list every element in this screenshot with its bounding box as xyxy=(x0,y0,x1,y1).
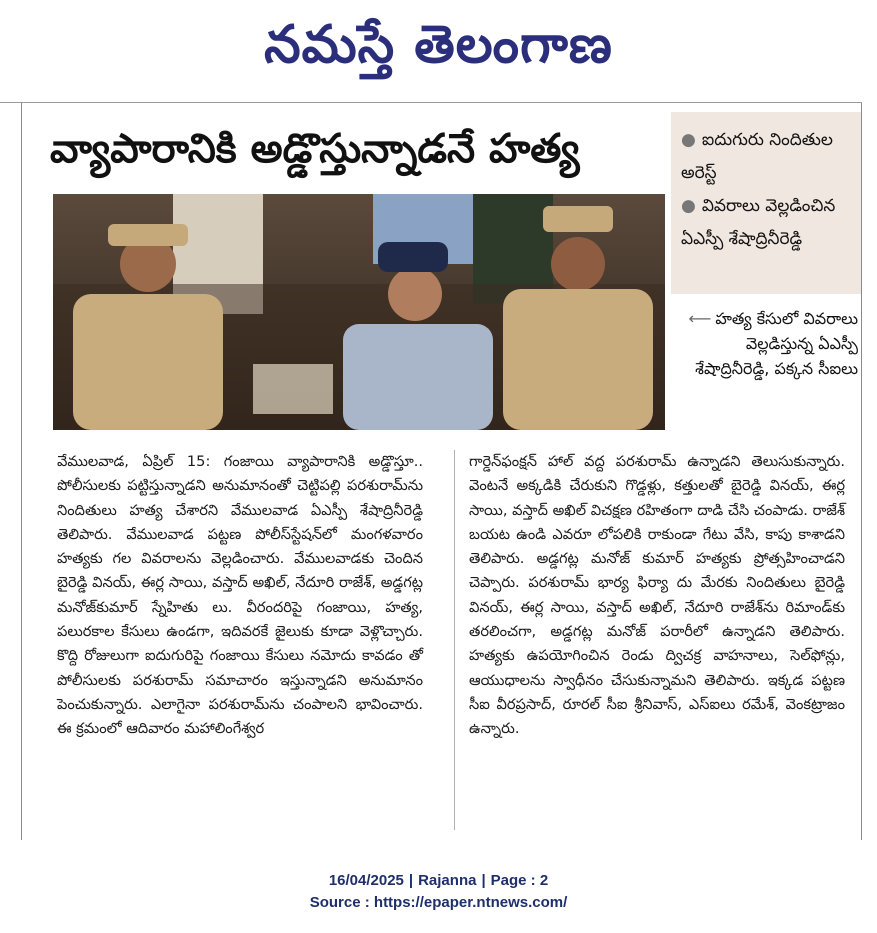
bullet-icon: ● xyxy=(681,130,696,150)
arrow-left-icon: ⟵ xyxy=(688,309,712,328)
footer-date: 16/04/2025 xyxy=(328,872,404,889)
footer-meta: 16/04/2025 | Rajanna | Page : 2 xyxy=(328,872,549,889)
bullet-icon: ● xyxy=(681,196,696,216)
masthead-title: నమస్తే తెలంగాణ xyxy=(264,14,613,75)
photo-caption-text: హత్య కేసులో వివరాలు వెల్లడిస్తున్న ఏఎస్పీ శేషాద్రినీరెడ్డి, పక్కన సీఐలు xyxy=(695,309,858,378)
footer-page: Page : 2 xyxy=(490,872,549,889)
right-border xyxy=(861,103,862,840)
highlight-text: వివరాలు వెల్లడించిన ఏఎస్పీ శేషాద్రినీరెడ్డి xyxy=(681,196,836,249)
highlight-item xyxy=(681,190,851,256)
photo-caption xyxy=(668,306,858,381)
press-photo-illustration xyxy=(53,194,665,430)
highlights-box xyxy=(671,112,861,294)
article-headline: వ్యాపారానికి అడ్డొస్తున్నాడనే హత్య xyxy=(50,126,580,172)
footer-source: Source : https://epaper.ntnews.com/ xyxy=(309,894,568,911)
top-rule xyxy=(0,102,862,103)
highlight-text: ఐదుగురు నిందితుల అరెస్ట్ xyxy=(681,130,833,183)
column-divider xyxy=(454,450,455,830)
masthead xyxy=(0,0,877,100)
article-body-right xyxy=(469,450,845,742)
article-body-left xyxy=(57,450,423,742)
left-border xyxy=(21,103,22,840)
article-paragraph: గార్డెన్‌ఫంక్షన్ హాల్ వద్ద పరశురామ్ ఉన్నాడని తెలుసుకున్నారు. వెంటనే అక్కడికి చేరుకుని గొడ్డళ్లు, కత్తులతో బైరెడ్డి వినయ్, ఈర్ల సాయి, వస్తాద్ అఖిల్ విచక్షణ రహితంగా దాడి చేసి చంపాడు. రాజేశ్ బయట ఉండి ఎవరూ లోపలికి రాకుండా గేటు వేసి, కాపు కాశాడని తెలిపారు. అడ్డగట్ల మనోజ్ కుమార్ హత్యకు ప్రోత్సహించాడని చెప్పారు. పరశురామ్ భార్య ఫిర్యా దు మేరకు నిందితులు బైరెడ్డి వినయ్, ఈర్ల సాయి, వస్తాద్ అఖిల్, నేదూరి రాజేశ్‌ను రిమాండ్‌కు తరలించగా, అడ్డగట్ల మనోజ్ పరారీలో ఉన్నాడని తెలిపారు. హత్యకు ఉపయోగించిన రెండు ద్విచక్ర వాహనాలు, సెల్‌ఫోన్లు, ఆయుధాలను స్వాధీనం చేసుకున్నామని తెలిపారు. ఇక్కడ పట్టణ సీఐ వీరప్రసాద్, రూరల్ సీఐ శ్రీనివాస్, ఎస్ఐలు రమేశ్, వెంకట్రాజం ఉన్నారు. xyxy=(469,453,845,738)
highlight-item xyxy=(681,124,851,190)
article-paragraph: వేములవాడ, ఏప్రిల్ 15: గంజాయి వ్యాపారానికి అడ్డొస్తూ.. పోలీసులకు పట్టిస్తున్నాడని అనుమానంతో చెట్టిపల్లి పరశురామ్‌ను నిందితులు హత్య చేశారని వేములవాడ ఏఎస్పీ శేషాద్రినీరెడ్డి తెలిపారు. వేములవాడ పట్టణ పోలీస్‌స్టేషన్‌లో మంగళవారం హత్యకు గల వివరాలను వెల్లడించారు. వేములవాడకు చెందిన బైరెడ్డి వినయ్, ఈర్ల సాయి, వస్తాద్ అఖిల్, నేదూరి రాజేశ్, అడ్డగట్ల మనోజ్‌కుమార్ స్నేహితు లు. వీరందరిపై గంజాయి, హత్య, పలురకాల కేసులు ఉండగా, ఇదివరకే జైలుకు కూడా వెళ్లొచ్చారు. కొద్ది రోజులుగా ఐదుగురిపై గంజాయి కేసులు నమోదు కావడం తో పోలీసులకు పరశురామ్ సమాచారం ఇస్తున్నాడని అనుమానం పెంచుకున్నారు. ఎలాగైనా పరశురామ్‌ను చంపాలని భావించారు. ఈ క్రమంలో ఆదివారం మహాలింగేశ్వర xyxy=(57,453,423,738)
press-photo xyxy=(53,194,665,430)
footer-edition: Rajanna xyxy=(418,872,477,889)
footer xyxy=(0,870,877,914)
